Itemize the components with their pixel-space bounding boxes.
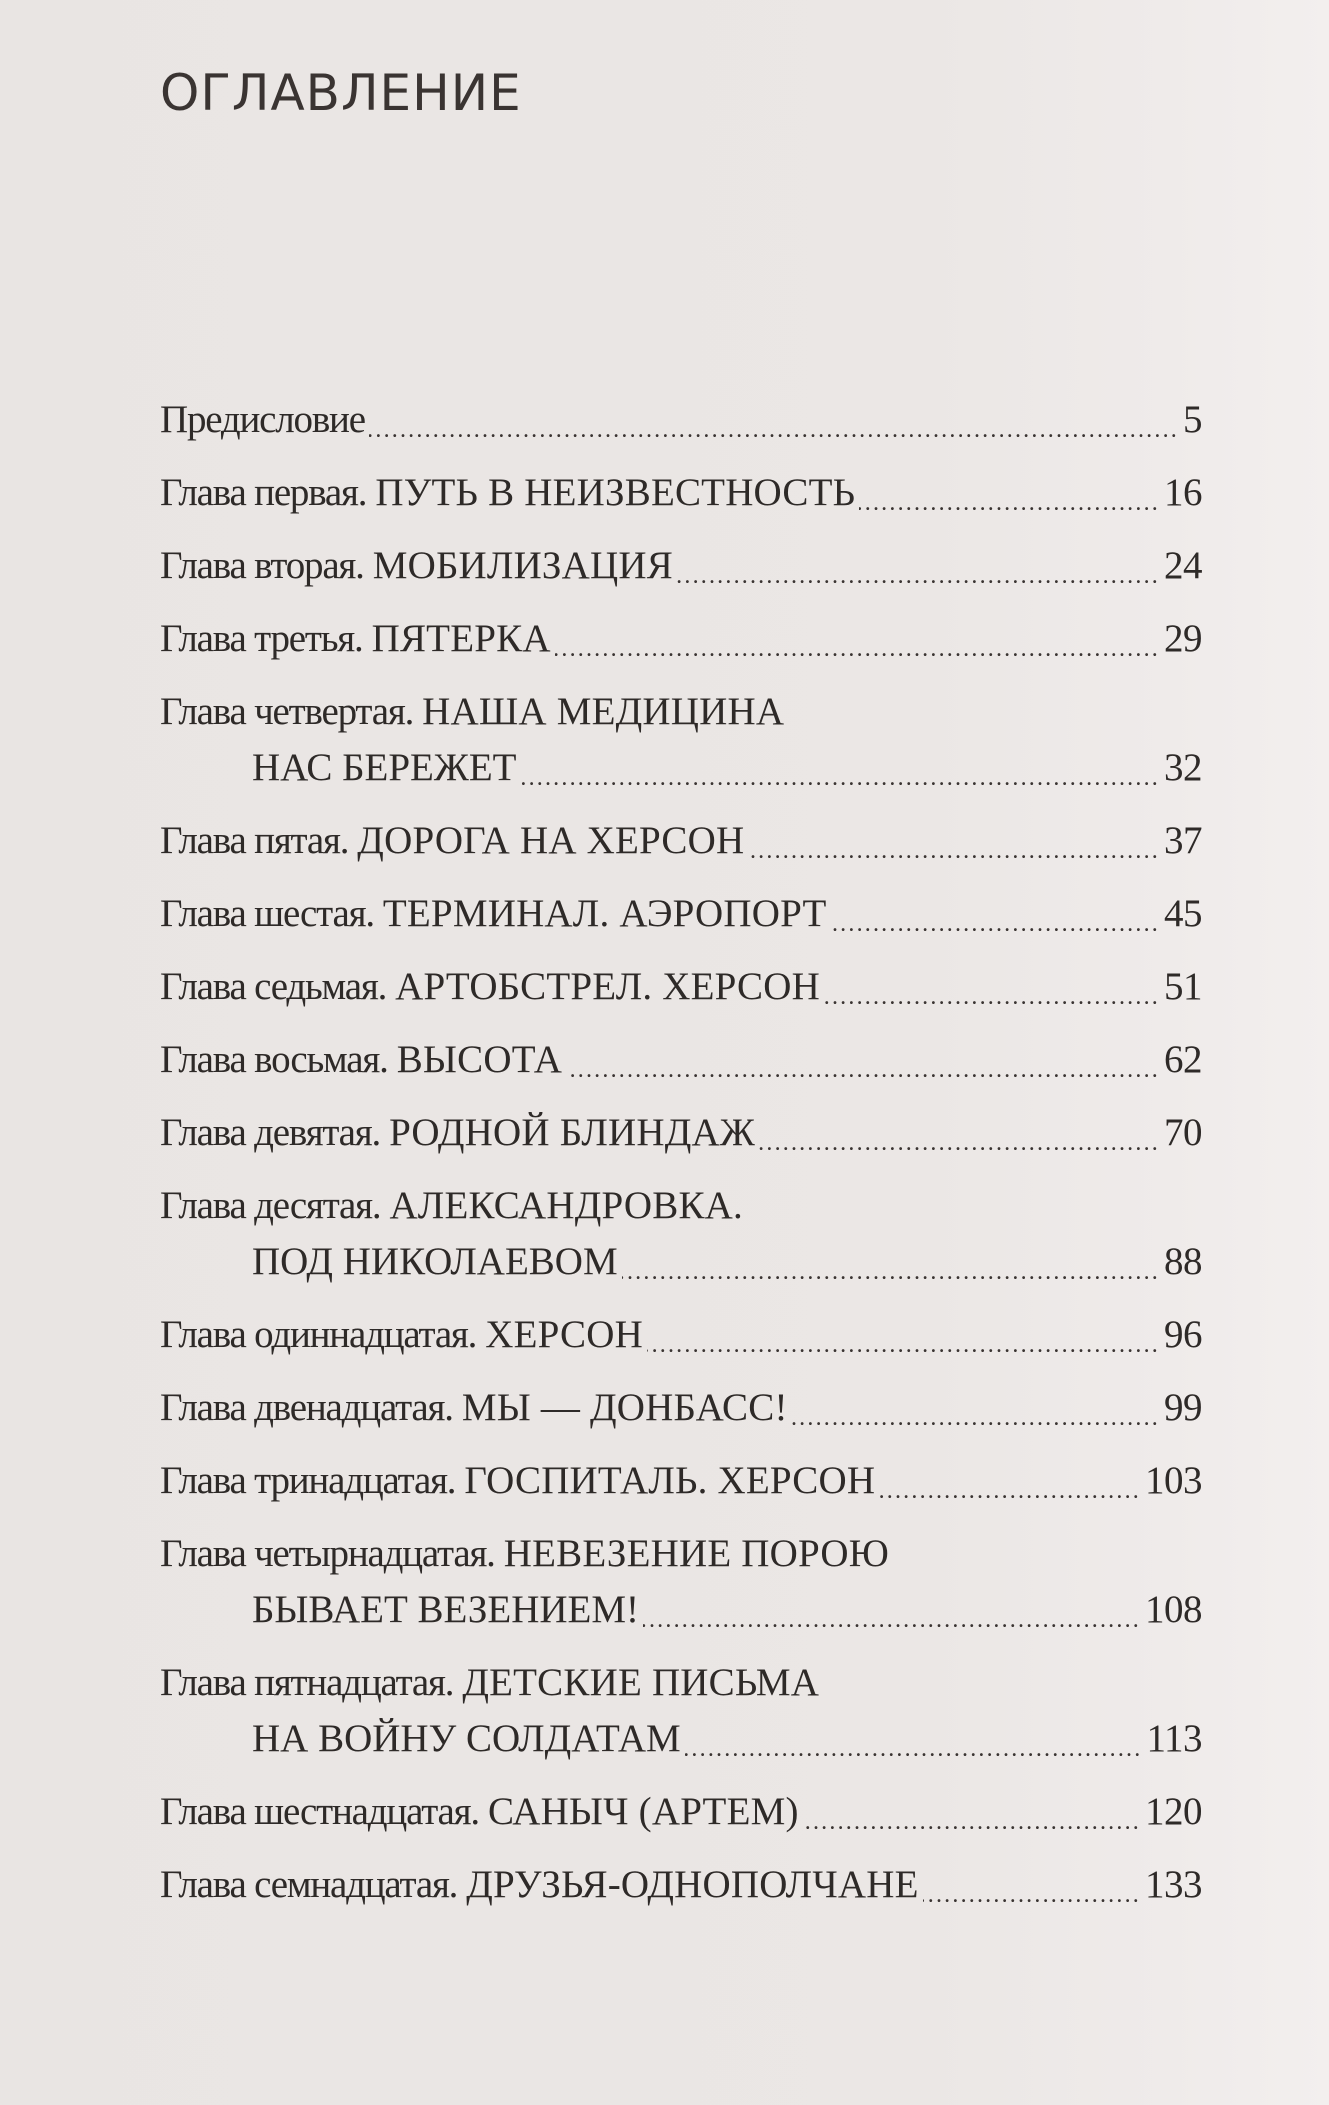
table-of-contents (160, 392, 1202, 1930)
toc-entry-5[interactable] (160, 684, 1202, 813)
page-number: 45 (1164, 892, 1202, 935)
toc-entry-9[interactable] (160, 1032, 1202, 1105)
chapter-title: ХЕРСОН (485, 1313, 643, 1356)
page-title: ОГЛАВЛЕНИЕ (160, 64, 522, 122)
chapter-prefix: Глава вторая. (160, 544, 364, 587)
page-number: 24 (1164, 544, 1202, 587)
toc-entry-14[interactable] (160, 1453, 1202, 1526)
page-number: 103 (1145, 1459, 1202, 1502)
chapter-title: ВЫСОТА (396, 1038, 563, 1081)
chapter-title: АЛЕКСАНДРОВКА. (389, 1184, 743, 1227)
dot-leader (647, 1307, 1160, 1363)
dot-leader (792, 1380, 1160, 1436)
page-number: 37 (1164, 819, 1202, 862)
chapter-prefix: Глава семнадцатая. (160, 1863, 458, 1906)
chapter-prefix: Глава четырнадцатая. (160, 1532, 495, 1575)
chapter-title: ТЕРМИНАЛ. АЭРОПОРТ (382, 892, 827, 935)
chapter-title: МОБИЛИЗАЦИЯ (372, 544, 673, 587)
toc-entry-16[interactable] (160, 1655, 1202, 1784)
chapter-prefix: Глава седьмая. (160, 965, 387, 1008)
chapter-prefix: Глава одиннадцатая. (160, 1313, 477, 1356)
dot-leader (677, 538, 1160, 594)
toc-entry-15[interactable] (160, 1526, 1202, 1655)
chapter-prefix: Глава четвертая. (160, 690, 414, 733)
chapter-title: САНЫЧ (АРТЕМ) (487, 1790, 799, 1833)
chapter-title: АРТОБСТРЕЛ. ХЕРСОН (395, 965, 820, 1008)
dot-leader (879, 1453, 1141, 1509)
chapter-title: НАША МЕДИЦИНА (422, 690, 785, 733)
dot-leader (759, 1105, 1160, 1161)
toc-entry-4[interactable] (160, 611, 1202, 684)
page-number: 32 (1164, 746, 1202, 789)
chapter-title: ДОРОГА НА ХЕРСОН (357, 819, 745, 862)
page-number: 29 (1164, 617, 1202, 660)
chapter-title: ПЯТЕРКА (371, 617, 551, 660)
chapter-title-continuation: НАС БЕРЕЖЕТ (252, 746, 517, 789)
toc-entry-8[interactable] (160, 959, 1202, 1032)
chapter-title: МЫ — ДОНБАСС! (461, 1386, 788, 1429)
chapter-prefix: Глава восьмая. (160, 1038, 388, 1081)
dot-leader (555, 611, 1160, 667)
chapter-prefix: Глава шестнадцатая. (160, 1790, 479, 1833)
page-number: 96 (1164, 1313, 1202, 1356)
chapter-prefix: Глава пятнадцатая. (160, 1661, 454, 1704)
dot-leader (824, 959, 1160, 1015)
chapter-title-continuation: ПОД НИКОЛАЕВОМ (252, 1240, 618, 1283)
page-number: 16 (1164, 471, 1202, 514)
page-number: 62 (1164, 1038, 1202, 1081)
chapter-prefix: Глава шестая. (160, 892, 374, 935)
toc-entry-17[interactable] (160, 1784, 1202, 1857)
chapter-prefix: Глава двенадцатая. (160, 1386, 453, 1429)
toc-entry-2[interactable] (160, 465, 1202, 538)
toc-entry-12[interactable] (160, 1307, 1202, 1380)
dot-leader (685, 1711, 1143, 1767)
dot-leader (923, 1857, 1141, 1913)
dot-leader (566, 1032, 1160, 1088)
chapter-prefix: Глава третья. (160, 617, 363, 660)
chapter-prefix: Глава пятая. (160, 819, 349, 862)
chapter-prefix: Глава девятая. (160, 1111, 381, 1154)
toc-entry-10[interactable] (160, 1105, 1202, 1178)
chapter-title: ДЕТСКИЕ ПИСЬМА (462, 1661, 820, 1704)
dot-leader (643, 1582, 1141, 1638)
page-number: 51 (1164, 965, 1202, 1008)
dot-leader (748, 813, 1160, 869)
toc-entry-3[interactable] (160, 538, 1202, 611)
page-number: 108 (1145, 1588, 1202, 1631)
toc-entry-1[interactable] (160, 392, 1202, 465)
dot-leader (803, 1784, 1141, 1840)
dot-leader (859, 465, 1160, 521)
dot-leader (831, 886, 1160, 942)
chapter-title-continuation: БЫВАЕТ ВЕЗЕНИЕМ! (252, 1588, 640, 1631)
toc-entry-11[interactable] (160, 1178, 1202, 1307)
toc-entry-7[interactable] (160, 886, 1202, 959)
chapter-title: ПУТЬ В НЕИЗВЕСТНОСТЬ (375, 471, 856, 514)
page-number: 133 (1145, 1863, 1202, 1906)
page-number: 5 (1183, 398, 1202, 441)
chapter-title: НЕВЕЗЕНИЕ ПОРОЮ (503, 1532, 890, 1575)
chapter-title-continuation: НА ВОЙНУ СОЛДАТАМ (252, 1717, 681, 1760)
chapter-title: ГОСПИТАЛЬ. ХЕРСОН (464, 1459, 876, 1502)
chapter-prefix: Глава десятая. (160, 1184, 381, 1227)
toc-entry-13[interactable] (160, 1380, 1202, 1453)
page-number: 113 (1146, 1717, 1202, 1760)
chapter-prefix: Глава тринадцатая. (160, 1459, 456, 1502)
toc-entry-6[interactable] (160, 813, 1202, 886)
page-number: 120 (1145, 1790, 1202, 1833)
chapter-prefix: Глава первая. (160, 471, 367, 514)
page-number: 99 (1164, 1386, 1202, 1429)
chapter-prefix: Предисловие (160, 398, 365, 441)
chapter-title: РОДНОЙ БЛИНДАЖ (389, 1111, 756, 1154)
dot-leader (369, 392, 1179, 448)
toc-entry-18[interactable] (160, 1857, 1202, 1930)
dot-leader (520, 740, 1160, 796)
chapter-title: ДРУЗЬЯ-ОДНОПОЛЧАНЕ (466, 1863, 919, 1906)
dot-leader (622, 1234, 1160, 1290)
page-number: 88 (1164, 1240, 1202, 1283)
page-number: 70 (1164, 1111, 1202, 1154)
